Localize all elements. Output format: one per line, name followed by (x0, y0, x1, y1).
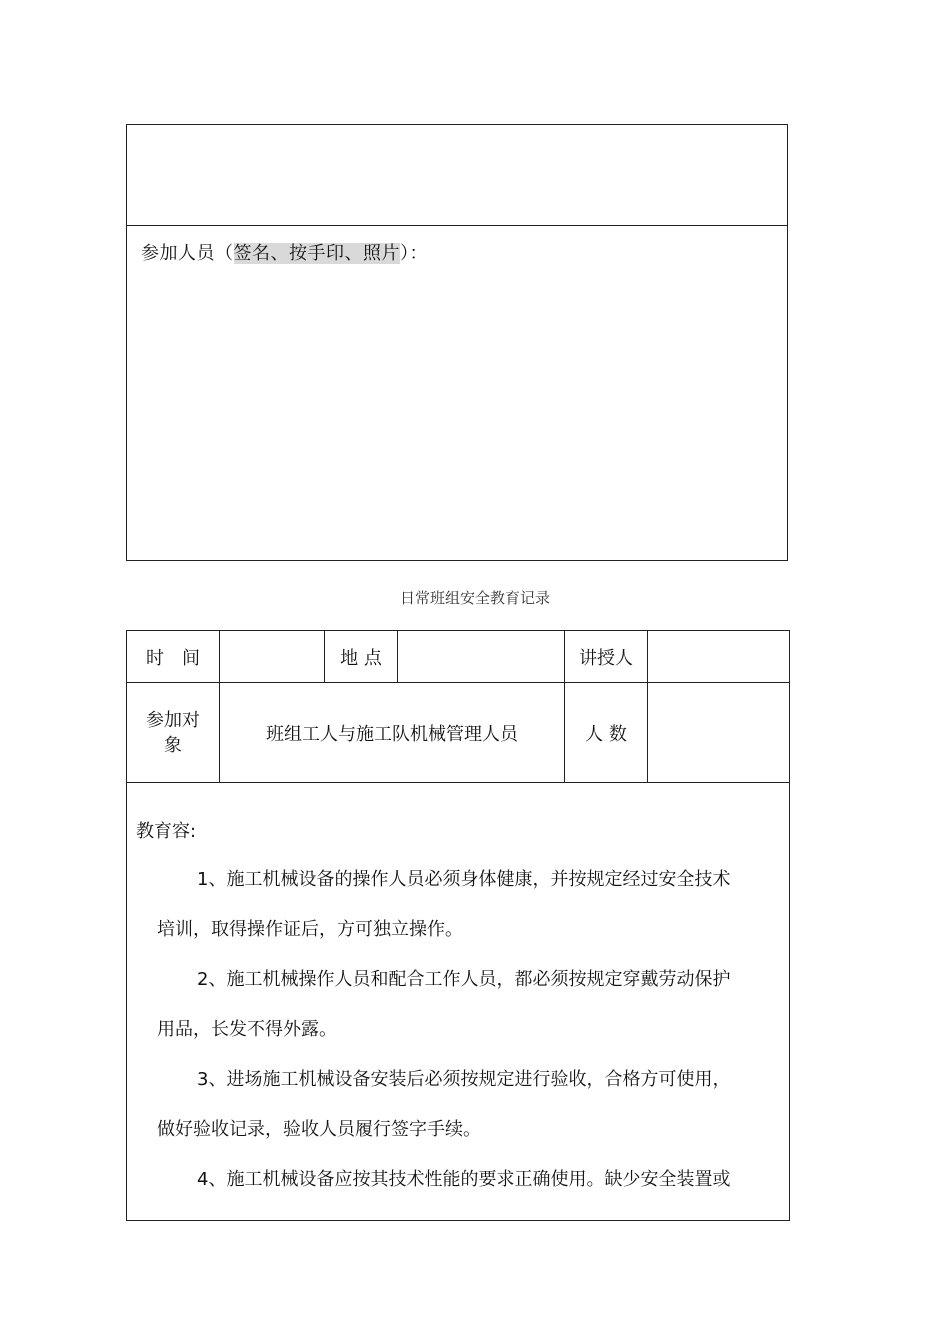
education-content-cell (127, 783, 790, 1221)
target-label-cell (127, 683, 220, 783)
content-item-line: 4、施工机械设备应按其技术性能的要求正确使用。缺少安全装置或 (197, 1169, 731, 1190)
education-record-table (126, 630, 790, 1221)
content-label: 教育容: (136, 821, 197, 842)
count-label: 人 数 (565, 683, 648, 783)
participants-prefix: 参加人员（ (141, 243, 234, 264)
place-value[interactable] (398, 631, 565, 683)
content-item-line: 1、施工机械设备的操作人员必须身体健康，并按规定经过安全技术 (197, 869, 731, 890)
content-item-line: 培训，取得操作证后，方可独立操作。 (157, 919, 463, 940)
content-item (157, 955, 769, 1055)
content-item (157, 1155, 769, 1205)
content-item (157, 1055, 769, 1155)
place-label: 地 点 (325, 631, 398, 683)
participants-box (126, 124, 788, 561)
record-title: 日常班组安全教育记录 (399, 589, 550, 607)
count-value[interactable] (648, 683, 790, 783)
content-item-line: 用品，长发不得外露。 (157, 1019, 337, 1040)
target-value: 班组工人与施工队机械管理人员 (220, 683, 565, 783)
content-item-line: 2、施工机械操作人员和配合工作人员，都必须按规定穿戴劳动保护 (197, 969, 731, 990)
time-label: 时 间 (127, 631, 220, 683)
participants-suffix: ）： (400, 243, 428, 264)
time-value[interactable] (220, 631, 325, 683)
participants-label (141, 239, 428, 265)
lecturer-value[interactable] (648, 631, 790, 683)
box-divider (127, 225, 787, 226)
participants-highlight: 签名、按手印、照片 (233, 243, 400, 264)
content-item-line: 做好验收记录，验收人员履行签字手续。 (157, 1119, 481, 1140)
lecturer-label: 讲授人 (565, 631, 648, 683)
content-item-line: 3、进场施工机械设备安装后必须按规定进行验收，合格方可使用， (197, 1069, 731, 1090)
content-item (157, 855, 769, 955)
target-label: 参加对象 (146, 709, 200, 756)
